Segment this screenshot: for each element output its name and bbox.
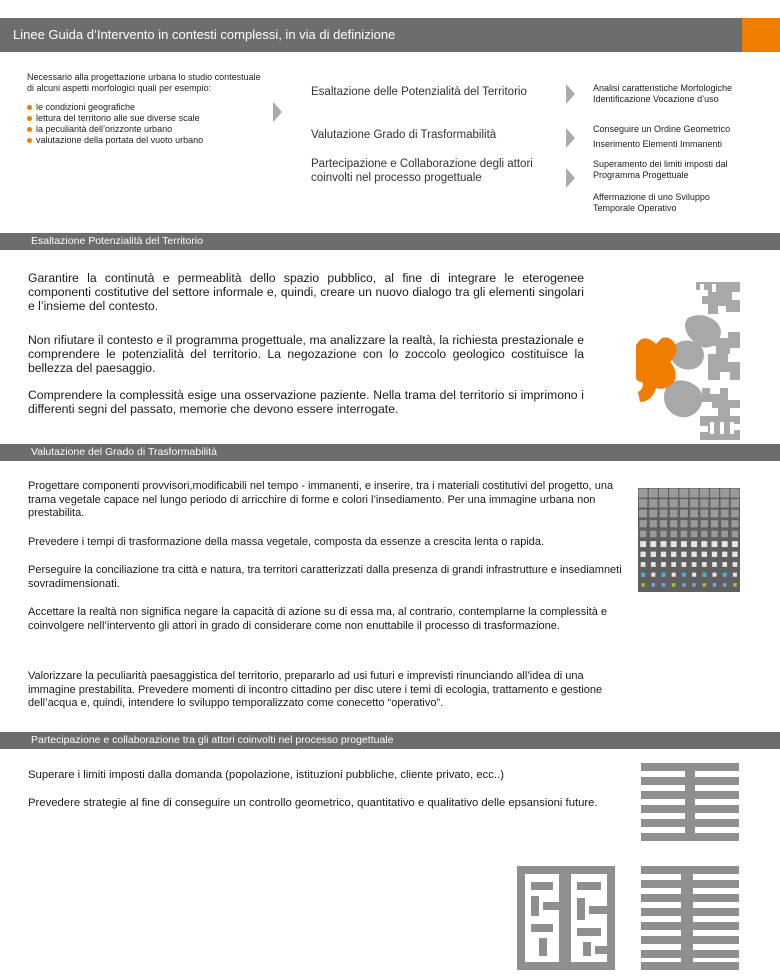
grid-square xyxy=(692,573,696,577)
grid-square xyxy=(681,531,688,538)
section3-paragraph-1: Superare i limiti imposti dalla domanda (popolazione, istituzioni pubbliche, cliente privato, ecc..) xyxy=(28,769,504,781)
grid-square xyxy=(680,520,687,527)
intro-bullet-list xyxy=(27,102,287,146)
grid-square xyxy=(701,531,708,538)
grid-square xyxy=(641,573,645,577)
grid-square xyxy=(732,541,738,547)
grid-square xyxy=(640,552,645,557)
grid-square xyxy=(650,541,656,547)
grid-square xyxy=(670,510,678,518)
header-bar xyxy=(0,18,742,52)
grid-square xyxy=(680,499,688,507)
grid-square xyxy=(731,520,738,527)
grid-square xyxy=(680,510,688,518)
grid-square xyxy=(733,583,737,587)
section-title-2: Valutazione del Grado di Trasformabilità xyxy=(31,446,217,458)
bar-pattern-figure-top xyxy=(641,763,739,845)
grid-square xyxy=(720,489,729,498)
right-item-4-line1: Affermazione di uno Sviluppo xyxy=(593,192,710,202)
grid-square xyxy=(721,510,729,518)
grid-square xyxy=(682,583,686,587)
grid-square xyxy=(712,552,717,557)
section-bar-1 xyxy=(0,233,780,250)
section2-paragraph-5: Valorizzare la peculiarità paesaggistica del territorio, prepararlo ad usi futuri e imprevisti rinunciando all’idea di una immagine prestabilita. Prevedere momenti di incontro cittadino per disc utere i temi di ecologia, trattamento e gestione dell’acqua e, quindi, intendere lo sviluppo temporalizzato come conecetto “operativo”. xyxy=(28,670,603,709)
grid-square xyxy=(692,583,696,587)
right-item-2-line1: Conseguire un Ordine Geometrico xyxy=(593,124,731,134)
grid-square xyxy=(702,573,706,577)
list-item: le condizioni geografiche xyxy=(27,102,287,113)
section1-paragraph-3: Comprendere la complessità esige una osservazione paziente. Nella trama del territorio si imprimono i differenti segni del passato, memorie che devono essere interrogate. xyxy=(28,388,584,416)
grid-square xyxy=(721,531,728,538)
grid-square xyxy=(711,520,718,527)
grid-square xyxy=(723,573,727,577)
grid-square xyxy=(700,489,709,498)
grid-square xyxy=(662,583,666,587)
intro-text-line2: di alcuni aspetti morfologici quali per esempio: xyxy=(27,83,212,93)
grid-square xyxy=(713,583,717,587)
grid-square xyxy=(711,510,719,518)
grid-square xyxy=(733,573,737,577)
list-item: valutazione della portata del vuoto urbano xyxy=(27,135,287,146)
section-title-1: Esaltazione Potenzialità del Territorio xyxy=(31,235,203,247)
grid-square xyxy=(701,541,707,547)
grid-square xyxy=(639,489,648,498)
grid-square xyxy=(639,510,647,518)
grid-square xyxy=(639,499,647,507)
grid-square xyxy=(710,489,719,498)
section-bar-2 xyxy=(0,444,780,461)
grid-square xyxy=(731,499,739,507)
grid-square xyxy=(733,562,738,567)
grid-square xyxy=(641,562,646,567)
arrow-right-icon xyxy=(273,102,282,122)
section2-paragraph-3: Perseguire la conciliazione tra città e natura, tra territori caratterizzati dalla presenza di grandi infrastrutture e insediamneti sovradimensionati. xyxy=(28,564,622,590)
vegetation-grid-figure xyxy=(638,488,740,592)
grid-square xyxy=(670,520,677,527)
grid-square xyxy=(732,531,739,538)
grid-square xyxy=(701,520,708,527)
grid-square xyxy=(712,562,717,567)
grid-square xyxy=(710,499,718,507)
organic-shapes-figure xyxy=(636,278,744,442)
grid-square xyxy=(640,520,647,527)
grid-square xyxy=(702,552,707,557)
grid-square xyxy=(669,489,678,498)
grid-square xyxy=(661,562,666,567)
grid-square xyxy=(651,552,656,557)
grid-square xyxy=(650,520,657,527)
right-item-3-line1: Superamento dei limiti imposti dal xyxy=(593,159,728,169)
grid-square xyxy=(702,562,707,567)
page-title: Linee Guida d’Intervento in contesti complessi, in via di definizione xyxy=(13,27,396,42)
section-bar-3 xyxy=(0,732,780,749)
grid-square xyxy=(640,541,646,547)
section2-paragraph-2: Prevedere i tempi di trasformazione della massa vegetale, composta da essenze a crescita lenta o rapida. xyxy=(28,536,545,548)
intro-text-line1: Necessario alla progettazione urbana lo studio contestuale xyxy=(27,72,261,82)
right-item-3-line2: Programma Progettuale xyxy=(593,170,689,180)
grid-square xyxy=(641,583,645,587)
middle-item-3-line2: coinvolti nel processo progettuale xyxy=(311,172,482,184)
grid-square xyxy=(690,499,698,507)
grid-square xyxy=(671,541,677,547)
grid-square xyxy=(722,562,727,567)
grid-square xyxy=(703,583,707,587)
grid-square xyxy=(711,531,718,538)
section1-paragraph-2: Non rifiutare il contesto e il programma progettuale, ma analizzare la realtà, la richiesta prestazionale e comprendere le potenzialità del territorio. La negozazione con lo zoccolo geologico costituisce la bellezza del paesaggio. xyxy=(28,333,584,375)
grid-square xyxy=(671,552,676,557)
middle-item-1: Esaltazione delle Potenzialità del Territorio xyxy=(311,86,527,98)
right-item-1-line1: Analisi caratteristiche Morfologiche xyxy=(593,83,733,93)
grid-square xyxy=(660,520,667,527)
grid-square xyxy=(651,573,655,577)
right-item-2-line2: Inserimento Elementi Immanenti xyxy=(593,139,723,149)
grid-square xyxy=(691,552,696,557)
grid-square xyxy=(732,552,737,557)
right-item-2 xyxy=(593,124,773,150)
bar-pattern-figure-bottom xyxy=(641,866,739,970)
header-accent xyxy=(742,18,780,52)
grid-square xyxy=(721,520,728,527)
grid-square xyxy=(649,499,657,507)
grid-square xyxy=(671,562,676,567)
right-item-1 xyxy=(593,83,773,105)
grid-square xyxy=(731,510,739,518)
grid-square xyxy=(722,552,727,557)
grid-square xyxy=(700,510,708,518)
middle-item-2: Valutazione Grado di Trasformabilità xyxy=(311,129,497,141)
grid-square xyxy=(722,541,728,547)
right-item-3 xyxy=(593,159,773,181)
arrow-right-icon xyxy=(566,84,575,104)
grid-square xyxy=(660,510,668,518)
arrow-right-icon xyxy=(566,128,575,148)
grid-square xyxy=(682,573,686,577)
grid-square xyxy=(712,541,718,547)
list-item: la peculiarità dell’orizzonte urbano xyxy=(27,124,287,135)
grid-square xyxy=(659,489,668,498)
grid-square xyxy=(650,531,657,538)
middle-item-3 xyxy=(311,157,561,185)
grid-square xyxy=(691,541,697,547)
grid-square xyxy=(649,489,658,498)
grid-square xyxy=(649,510,657,518)
list-item: lettura del territorio alle sue diverse scale xyxy=(27,113,287,124)
intro-block xyxy=(27,72,287,146)
grid-square xyxy=(681,552,686,557)
grid-square xyxy=(691,531,698,538)
gray-blob-shapes xyxy=(664,282,740,440)
grid-square xyxy=(661,573,665,577)
grid-square xyxy=(652,583,656,587)
section1-paragraph-1: Garantire la continutà e permeablità dello spazio pubblico, al fine di integrare le eterogenee componenti costitutive del settore informale e, quindi, creare un nuovo dialogo tra gli elementi singolari e l’insieme del contesto. xyxy=(28,271,584,313)
grid-square xyxy=(700,499,708,507)
section2-paragraph-4: Accettare la realtà non significa negare la capacità di azione su di essa ma, al contrario, contemplarne la complessità e coinvolgere nell’intervento gli attori in grado di considerare come non enuttabile il processo di trasformazione. xyxy=(28,606,608,632)
right-item-4 xyxy=(593,192,773,214)
grid-square xyxy=(661,541,667,547)
grid-square xyxy=(712,573,716,577)
grid-square xyxy=(670,499,678,507)
grid-square xyxy=(640,531,647,538)
grid-square xyxy=(679,489,688,498)
section-title-3: Partecipazione e collaborazione tra gli attori coinvolti nel processo progettuale xyxy=(31,734,394,746)
grid-square xyxy=(730,489,739,498)
grid-square xyxy=(721,499,729,507)
right-item-4-line2: Temporale Operativo xyxy=(593,203,677,213)
section2-paragraph-1: Progettare componenti provvisori,modificabili nel tempo - immanenti, e inserire, tra i materiali costitutivi del progetto, una trama vegetale capace nel lungo periodo di arricchire di forme e colori l’insediamento. Per una immagine urbana non prestabilita. xyxy=(28,480,614,519)
grid-square xyxy=(670,531,677,538)
section3-paragraph-2: Prevedere strategie al fine di conseguire un controllo geometrico, quantitativo e qualitativo delle epsansioni future. xyxy=(28,797,598,809)
grid-square xyxy=(661,552,666,557)
middle-item-3-line1: Partecipazione e Collaborazione degli attori xyxy=(311,158,533,170)
grid-square xyxy=(672,583,676,587)
grid-square xyxy=(690,489,699,498)
grid-square xyxy=(651,562,656,567)
grid-square xyxy=(660,531,667,538)
grid-square xyxy=(723,583,727,587)
grid-square xyxy=(672,573,676,577)
maze-pattern-figure xyxy=(517,866,615,970)
arrow-right-icon xyxy=(566,168,575,188)
grid-square xyxy=(690,510,698,518)
grid-square xyxy=(691,520,698,527)
right-item-1-line2: Identificazione Vocazione d’uso xyxy=(593,94,719,104)
grid-square xyxy=(681,541,687,547)
grid-square xyxy=(659,499,667,507)
grid-square xyxy=(692,562,697,567)
grid-square xyxy=(682,562,687,567)
